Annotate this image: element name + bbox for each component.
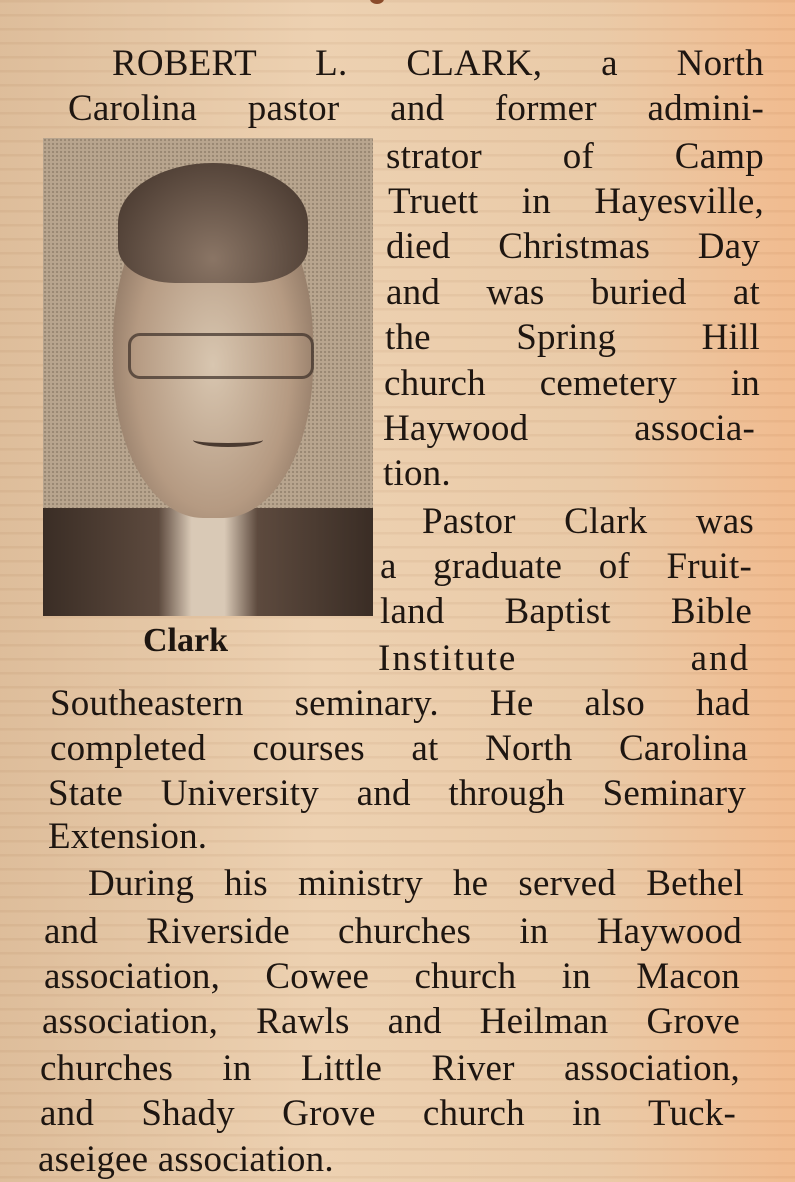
article-line: Pastor Clark was: [422, 501, 754, 542]
paper-stain: [370, 0, 384, 4]
article-line: tion.: [383, 453, 451, 494]
article-line: association, Rawls and Heilman Grove: [42, 1001, 740, 1042]
article-line: Extension.: [48, 816, 208, 857]
photo-mouth: [193, 433, 263, 447]
article-line: completed courses at North Carolina: [50, 728, 748, 769]
article-line: Haywood associa-: [383, 408, 755, 449]
article-line: a graduate of Fruit-: [380, 546, 752, 587]
photo-glasses: [128, 333, 314, 379]
article-line: and was buried at: [386, 272, 760, 313]
article-line: Carolina pastor and former admini-: [68, 88, 764, 129]
article-line: and Shady Grove church in Tuck-: [40, 1093, 736, 1134]
article-line: the Spring Hill: [385, 317, 760, 358]
article-line: strator of Camp: [386, 136, 764, 177]
article-line: and Riverside churches in Haywood: [44, 911, 742, 952]
article-line: church cemetery in: [384, 363, 760, 404]
photo-hair: [118, 163, 308, 283]
photo-caption: Clark: [143, 622, 228, 659]
article-line: Southeastern seminary. He also had: [50, 683, 750, 724]
article-line: churches in Little River association,: [40, 1048, 740, 1089]
article-line: During his ministry he served Bethel: [88, 863, 744, 904]
portrait-photo: [43, 138, 373, 616]
article-line: aseigee association.: [38, 1139, 334, 1180]
article-line: land Baptist Bible: [380, 591, 752, 632]
article-line: Truett in Hayesville,: [388, 181, 764, 222]
article-line: association, Cowee church in Macon: [44, 956, 740, 997]
photo-suit: [43, 508, 373, 616]
article-line: Institute and: [378, 638, 750, 679]
article-line: ROBERT L. CLARK, a North: [112, 43, 764, 84]
article-line: State University and through Seminary: [48, 773, 746, 814]
article-line: died Christmas Day: [386, 226, 760, 267]
